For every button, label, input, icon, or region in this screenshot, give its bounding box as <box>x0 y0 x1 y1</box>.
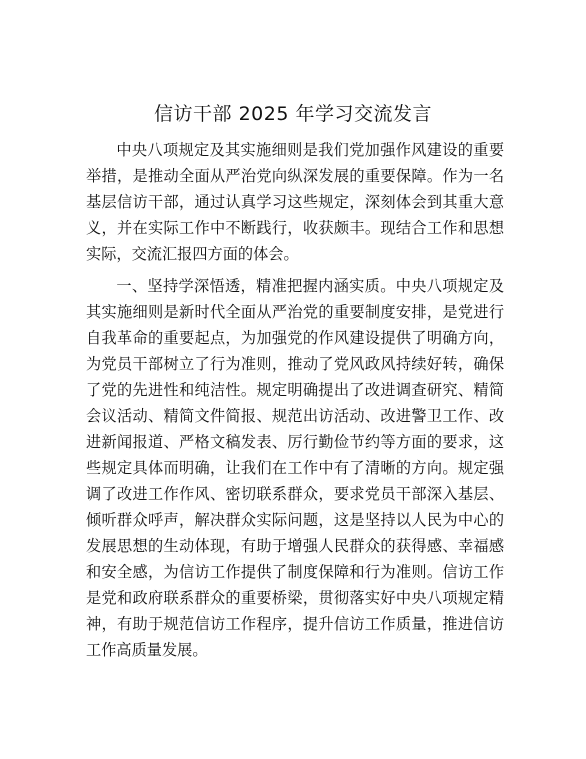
document-title: 信访干部 2025 年学习交流发言 <box>154 103 432 125</box>
document-body <box>86 137 504 663</box>
paragraph-section-one: 一、坚持学深悟透，精准把握内涵实质。中央八项规定及其实施细则是新时代全面从严治党的重要制度安排，是党进行自我革命的重要起点，为加强党的作风建设提供了明确方向，为党员干部树立了行为准则，推动了党风政风持续好转，确保了党的先进性和纯洁性。规定明确提出了改进调查研究、精简会议活动、精简文件简报、规范出访活动、改进警卫工作、改进新闻报道、严格文稿发表、厉行勤俭节约等方面的要求，这些规定具体而明确，让我们在工作中有了清晰的方向。规定强调了改进工作作风、密切联系群众，要求党员干部深入基层、倾听群众呼声，解决群众实际问题，这是坚持以人民为中心的发展思想的生动体现，有助于增强人民群众的获得感、幸福感和安全感，为信访工作提供了制度保障和行为准则。信访工作是党和政府联系群众的重要桥梁，贯彻落实好中央八项规定精神，有助于规范信访工作程序，提升信访工作质量，推进信访工作高质量发展。 <box>86 277 504 659</box>
paragraph-intro: 中央八项规定及其实施细则是我们党加强作风建设的重要举措，是推动全面从严治党向纵深发展的重要保障。作为一名基层信访干部，通过认真学习这些规定，深刻体会到其重大意义，并在实际工作中不断践行，收获颇丰。现结合工作和思想实际，交流汇报四方面的体会。 <box>86 141 504 263</box>
